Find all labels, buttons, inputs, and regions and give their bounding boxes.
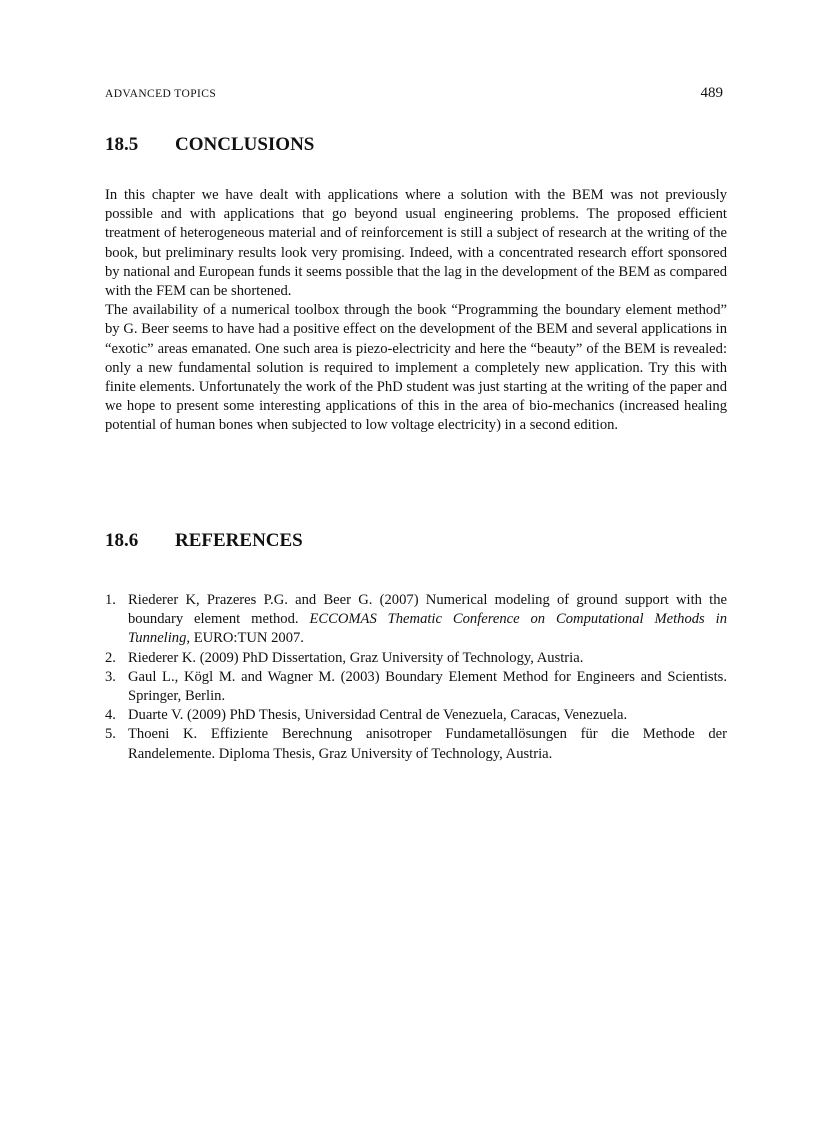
reference-item (105, 706, 727, 725)
section-title: REFERENCES (175, 530, 303, 551)
reference-number: 1. (105, 592, 116, 608)
reference-text-end: , EURO:TUN 2007. (186, 630, 304, 647)
reference-text: Duarte V. (2009) PhD Thesis, Universidad Central de Venezuela, Caracas, Venezuela. (128, 707, 628, 724)
running-head (105, 85, 727, 105)
reference-item (105, 649, 727, 668)
reference-item (105, 591, 727, 649)
conclusions-paragraph-1: In this chapter we have dealt with applications where a solution with the BEM was not previously possible and with applications that go beyond usual engineering problems. The proposed efficient treatment of heterogeneous material and of reinforcement is still a subject of research at the writing of the book, but preliminary results look very promising. Indeed, with a concentrated research effort sponsored by national and European funds it seems possible that the lag in the development of the BEM as compared with the FEM can be shortened. (105, 187, 727, 300)
running-title: ADVANCED TOPICS (105, 88, 217, 100)
section-heading-references (105, 527, 727, 555)
reference-text: Riederer K, Prazeres P.G. and Beer G. (2007) Numerical modeling of ground support with the boundary element method. (128, 592, 727, 628)
reference-number: 5. (105, 726, 116, 743)
reference-number: 3. (105, 668, 116, 685)
reference-list (105, 591, 727, 764)
section-number: 18.6 (105, 530, 139, 551)
reference-item (105, 668, 727, 706)
reference-number: 2. (105, 649, 116, 666)
section-title: CONCLUSIONS (175, 134, 315, 155)
reference-text: Gaul L., Kögl M. and Wagner M. (2003) Boundary Element Method for Engineers and Scientists. Springer, Berlin. (128, 668, 727, 705)
section-conclusions (105, 131, 727, 436)
reference-item (105, 725, 727, 763)
page-number: 489 (700, 85, 723, 101)
conclusions-paragraph-2: The availability of a numerical toolbox through the book “Programming the boundary element method” by G. Beer seems to have had a positive effect on the development of the BEM and several applications in “exotic” areas emanated. One such area is piezo-electricity and here the “beauty” of the BEM is revealed: only a new fundamental solution is required to implement a completely new application. Try this with finite elements. Unfortunately the work of the PhD student was just starting at the writing of the paper and we hope to present some interesting applications of this in the area of bio-mechanics (increased healing potential of human bones when subjected to low voltage electricity) in a second edition. (105, 302, 727, 434)
reference-text: Riederer K. (2009) PhD Dissertation, Graz University of Technology, Austria. (128, 649, 584, 666)
reference-number: 4. (105, 707, 116, 724)
reference-venue: ECCOMAS Thematic Conference on Computational Methods in Tunneling (128, 611, 727, 647)
section-number: 18.5 (105, 134, 139, 155)
book-page (105, 0, 727, 1123)
section-heading-conclusions (105, 131, 727, 159)
reference-text: Thoeni K. Effiziente Berechnung anisotroper Fundametallösungen für die Methode der Randelemente. Diploma Thesis, Graz University of Technology, Austria. (128, 726, 727, 762)
section-references (105, 527, 727, 764)
